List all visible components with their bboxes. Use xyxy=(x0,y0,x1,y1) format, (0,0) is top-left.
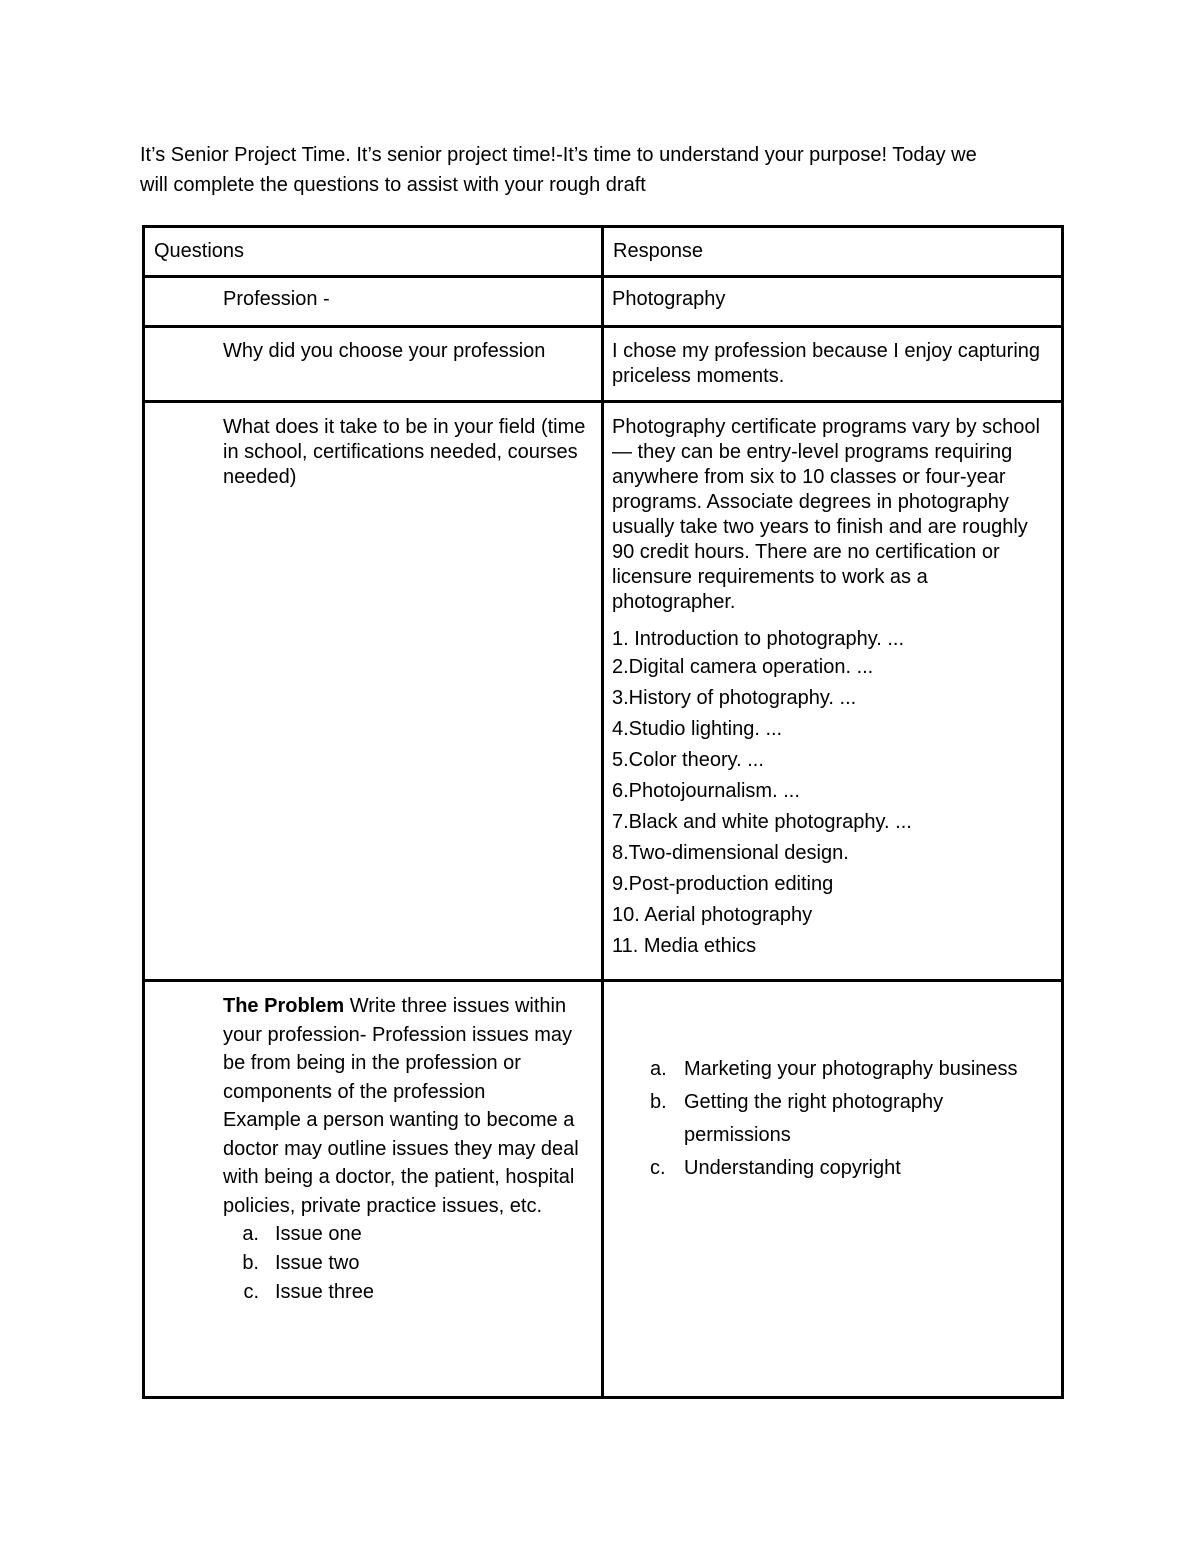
response-profession: Photography xyxy=(612,288,726,310)
list-item: 3.History of photography. ... xyxy=(612,687,857,709)
table-row xyxy=(144,981,1063,1398)
table-row xyxy=(144,327,1063,402)
response-issue-list xyxy=(650,1053,1051,1185)
question-problem xyxy=(145,982,601,1307)
list-marker: a. xyxy=(650,1058,667,1080)
intro-paragraph xyxy=(140,140,1070,200)
list-item: 9.Post-production editing xyxy=(612,873,834,895)
question-why: Why did you choose your profession xyxy=(223,340,546,362)
list-marker: c. xyxy=(243,1281,259,1303)
courses-list xyxy=(612,627,1051,962)
list-item xyxy=(650,1053,1051,1086)
list-item: 11. Media ethics xyxy=(612,935,757,957)
header-questions: Questions xyxy=(154,240,245,262)
requirements-paragraph: Photography certificate programs vary by school — they can be entry-level programs requiring anywhere from six to 10 classes or four-year programs. Associate degrees in photography usually take two years to finish and are roughly 90 credit hours. There are no certification or licensure requirements to work as a photographer. xyxy=(612,416,1040,613)
list-text: Issue two xyxy=(275,1252,360,1274)
intro-line-2: will complete the questions to assist with your rough draft xyxy=(140,174,646,196)
table-header-row xyxy=(144,227,1063,277)
list-marker: b. xyxy=(242,1252,259,1274)
list-item xyxy=(223,1278,591,1307)
questions-table xyxy=(142,225,1064,1399)
list-item: 8.Two-dimensional design. xyxy=(612,842,849,864)
problem-prompt xyxy=(223,992,591,1106)
header-response: Response xyxy=(613,240,704,262)
question-profession: Profession - xyxy=(223,288,330,310)
table-row xyxy=(144,277,1063,327)
list-text: Understanding copyright xyxy=(684,1157,901,1179)
list-item: 4.Studio lighting. ... xyxy=(612,718,783,740)
list-text: Getting the right photography permissions xyxy=(684,1091,944,1146)
list-item xyxy=(223,1249,591,1278)
list-text: Issue one xyxy=(275,1223,362,1245)
list-item: 2.Digital camera operation. ... xyxy=(612,656,874,678)
list-marker: b. xyxy=(650,1091,667,1113)
table-row xyxy=(144,402,1063,981)
response-requirements xyxy=(604,403,1061,962)
response-why: I chose my profession because I enjoy capturing priceless moments. xyxy=(612,340,1041,387)
intro-line-1: It’s Senior Project Time. It’s senior project time!-It’s time to understand your purpose! Today we xyxy=(140,144,977,166)
list-marker: a. xyxy=(242,1223,259,1245)
list-item xyxy=(223,1220,591,1249)
question-issue-list xyxy=(223,1220,591,1307)
list-item: 1. Introduction to photography. ... xyxy=(612,628,905,650)
list-item xyxy=(650,1152,1051,1185)
list-item xyxy=(650,1086,1051,1152)
question-requirements: What does it take to be in your field (time in school, certifications needed, courses needed) xyxy=(223,416,586,488)
list-marker: c. xyxy=(650,1157,666,1179)
list-item: 7.Black and white photography. ... xyxy=(612,811,912,833)
list-item: 10. Aerial photography xyxy=(612,904,813,926)
response-problem xyxy=(604,982,1061,1185)
list-text: Marketing your photography business xyxy=(684,1058,1018,1080)
problem-heading: The Problem xyxy=(223,995,345,1017)
problem-instructions: Write three issues within your profession- Profession issues may be from being in the profession or components of the profession xyxy=(223,995,573,1103)
problem-example: Example a person wanting to become a doctor may outline issues they may deal with being a doctor, the patient, hospital policies, private practice issues, etc. xyxy=(223,1109,579,1217)
list-text: Issue three xyxy=(275,1281,374,1303)
list-item: 6.Photojournalism. ... xyxy=(612,780,800,802)
list-item: 5.Color theory. ... xyxy=(612,749,764,771)
